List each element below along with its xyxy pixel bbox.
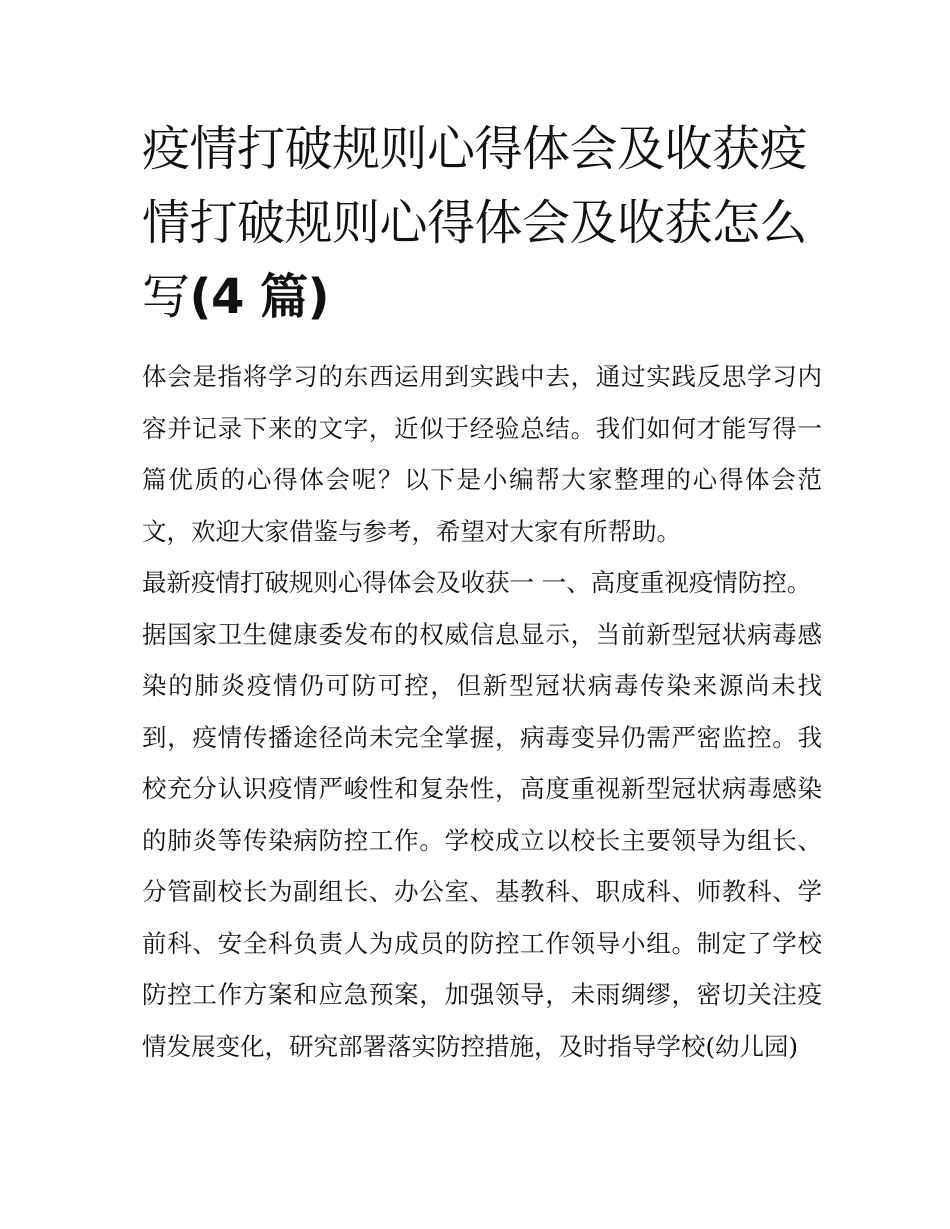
document-page	[142, 112, 822, 1072]
paragraph-content: 据国家卫生健康委发布的权威信息显示，当前新型冠状病毒感染的肺炎疫情仍可防可控，但新型冠状病毒传染来源尚未找到，疫情传播途径尚未完全掌握，病毒变异仍需严密监控。我校充分认识疫情严峻性和复杂性，高度重视新型冠状病毒感染的肺炎等传染病防控工作。学校成立以校长主要领导为组长、分管副校长为副组长、办公室、基教科、职成科、师教科、学前科、安全科负责人为成员的防控工作领导小组。制定了学校防控工作方案和应急预案，加强领导，未雨绸缪，密切关注疫情发展变化，研究部署落实防控措施，及时指导学校(幼儿园)	[142, 619, 822, 1061]
title-count: (4 篇)	[189, 269, 330, 325]
title-main: 疫情打破规则心得体会及收获疫情打破规则心得体会及收获怎么写	[142, 121, 808, 325]
document-body	[142, 351, 822, 1072]
document-title	[142, 112, 822, 334]
paragraph-intro: 体会是指将学习的东西运用到实践中去，通过实践反思学习内容并记录下来的文字，近似于经验总结。我们如何才能写得一篇优质的心得体会呢？以下是小编帮大家整理的心得体会范文，欢迎大家借鉴与参考，希望对大家有所帮助。	[142, 362, 822, 546]
paragraph-section-heading: 最新疫情打破规则心得体会及收获一 一、高度重视疫情防控。	[142, 568, 812, 597]
